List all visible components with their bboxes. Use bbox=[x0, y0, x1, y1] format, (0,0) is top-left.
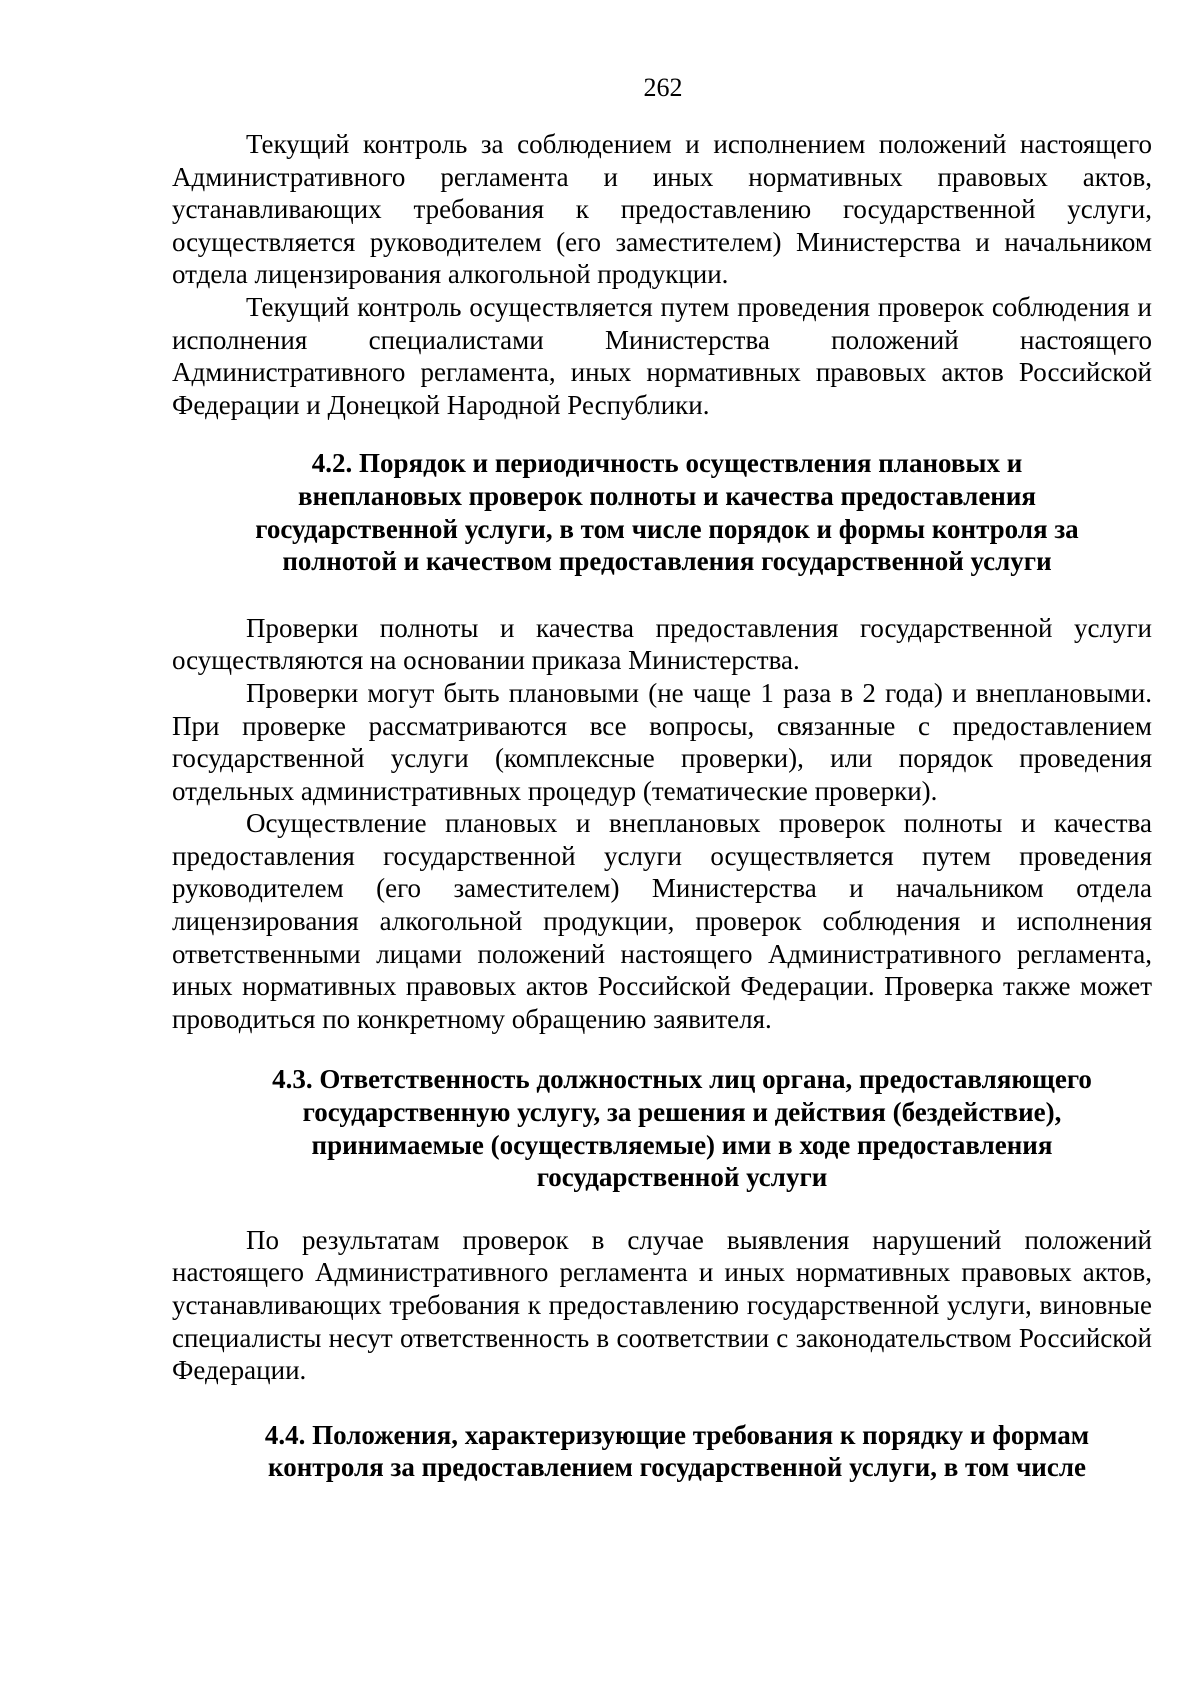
page-number: 262 bbox=[643, 73, 683, 102]
body-paragraph: Проверки могут быть плановыми (не чаще 1 раза в 2 года) и внеплановыми. При проверке рассматриваются все вопросы, связанные с предоставлением государственной услуги (комплексные проверки), или порядок проведения отдельных административных процедур (тематические проверки). bbox=[172, 677, 1152, 806]
section-heading-4-2: 4.2. Порядок и периодичность осуществления плановых и внеплановых проверок полноты и качества предоставления государственной услуги, в том числе порядок и формы контроля за полнотой и качеством предоставления государственной услуги bbox=[255, 448, 1079, 577]
section-heading-4-4: 4.4. Положения, характеризующие требования к порядку и формам контроля за предоставлением государственной услуги, в том числе bbox=[264, 1419, 1090, 1483]
body-paragraph: Осуществление плановых и внеплановых проверок полноты и качества предоставления государственной услуги осуществляется путем проведения руководителем (его заместителем) Министерства и начальником отдела лицензирования алкогольной продукции, проверок соблюдения и исполнения ответственными лицами положений настоящего Административного регламента, иных нормативных правовых актов Российской Федерации. Проверка также может проводиться по конкретному обращению заявителя. bbox=[172, 808, 1152, 1034]
body-paragraph: Проверки полноты и качества предоставления государственной услуги осуществляются на основании приказа Министерства. bbox=[172, 612, 1152, 676]
section-heading-4-3: 4.3. Ответственность должностных лиц органа, предоставляющего государственную услугу, за решения и действия (бездействие), принимаемые (осуществляемые) ими в ходе предоставления государственной услуги bbox=[272, 1064, 1092, 1193]
body-paragraph: Текущий контроль осуществляется путем проведения проверок соблюдения и исполнения специалистами Министерства положений настоящего Административного регламента, иных нормативных правовых актов Российской Федерации и Донецкой Народной Республики. bbox=[172, 291, 1152, 420]
body-paragraph: Текущий контроль за соблюдением и исполнением положений настоящего Административного регламента и иных нормативных правовых актов, устанавливающих требования к предоставлению государственной услуги, осуществляется руководителем (его заместителем) Министерства и начальником отдела лицензирования алкогольной продукции. bbox=[172, 129, 1152, 290]
body-paragraph: По результатам проверок в случае выявления нарушений положений настоящего Административного регламента и иных нормативных правовых актов, устанавливающих требования к предоставлению государственной услуги, виновные специалисты несут ответственность в соответствии с законодательством Российской Федерации. bbox=[172, 1224, 1152, 1386]
document-body bbox=[172, 128, 1152, 1484]
